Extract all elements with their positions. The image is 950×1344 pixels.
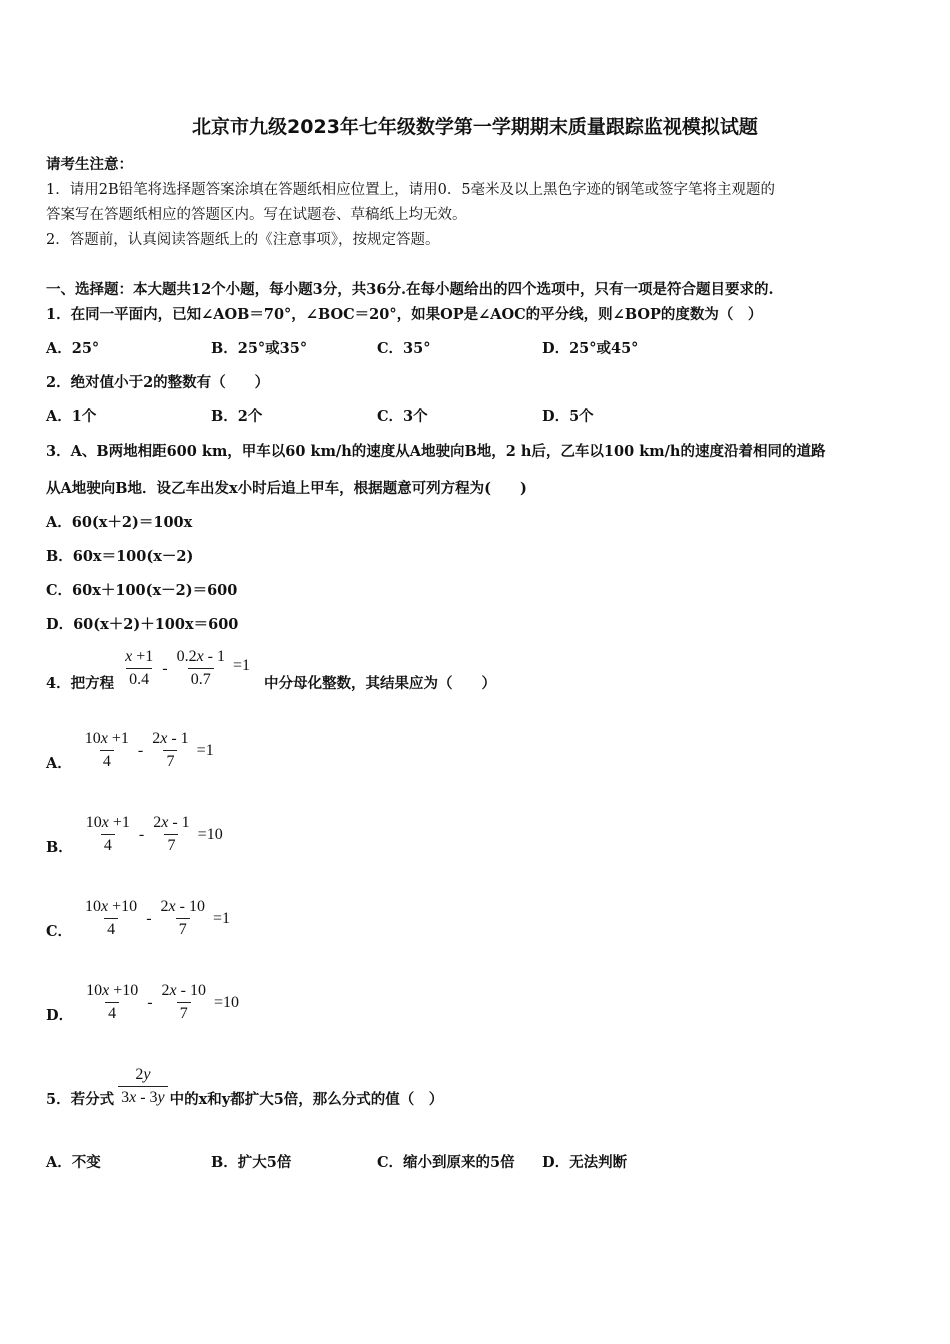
- q4-equation: $\frac{x +1}{0.4}$ - $\frac{0.2x - 1}{0.7}$ =1: [120, 646, 250, 691]
- notice-line-2: 2．答题前，认真阅读答题纸上的《注意事项》，按规定答题。: [46, 232, 440, 248]
- q3-option-b[interactable]: B．60x＝100(x－2): [46, 548, 194, 565]
- q5-prefix: 5．若分式: [46, 1091, 115, 1108]
- q5-option-b[interactable]: B．扩大5倍: [211, 1154, 292, 1171]
- q5-suffix: 中的x和y都扩大5倍，那么分式的值（ ）: [169, 1091, 444, 1108]
- q2-option-c[interactable]: C．3个: [377, 408, 428, 425]
- q3-option-d[interactable]: D．60(x＋2)＋100x＝600: [46, 616, 239, 633]
- q4-fraction-2: $\frac{0.2x - 1}{0.7}$: [174, 646, 228, 691]
- q1-option-c[interactable]: C．35°: [377, 340, 431, 357]
- q5-fraction: $\frac{2y}{3x - 3y}$: [116, 1064, 170, 1109]
- q5-option-d[interactable]: D．无法判断: [542, 1154, 628, 1171]
- q4-option-a[interactable]: A． $\frac{10x +1}{4}$ - $\frac{2x - 1}{7}$ =1: [46, 730, 214, 772]
- q1-option-b[interactable]: B．25°或35°: [211, 340, 308, 357]
- q2-option-a[interactable]: A．1个: [46, 408, 97, 425]
- question-1-stem: 1．在同一平面内，已知∠AOB＝70°，∠BOC＝20°，如果OP是∠AOC的平分线，则∠BOP的度数为（ ）: [46, 306, 763, 323]
- q4-option-d[interactable]: D． $\frac{10x +10}{4}$ - $\frac{2x - 10}{7}$ =10: [46, 982, 240, 1024]
- section-heading: 一、选择题：本大题共12个小题，每小题3分，共36分.在每小题给出的四个选项中，只有一项是符合题目要求的.: [46, 281, 774, 298]
- q1-option-a[interactable]: A．25°: [46, 340, 100, 357]
- notice-line-1: 1．请用2B铅笔将选择题答案涂填在答题纸相应位置上，请用0．5毫米及以上黑色字迹的钢笔或签字笔将主观题的: [46, 182, 776, 198]
- q4-suffix: 中分母化整数，其结果应为（ ）: [264, 675, 497, 692]
- q4-option-b[interactable]: B． $\frac{10x +1}{4}$ - $\frac{2x - 1}{7}$ =10: [46, 814, 223, 856]
- page-title: 北京市九级2023年七年级数学第一学期期末质量跟踪监视模拟试题: [192, 116, 758, 138]
- notice-line-1b: 答案写在答题纸相应的答题区内。写在试题卷、草稿纸上均无效。: [46, 207, 467, 223]
- q4-prefix: 4．把方程: [46, 675, 115, 692]
- question-5-stem: [46, 1064, 443, 1109]
- notice-heading: 请考生注意：: [46, 156, 133, 173]
- q3-option-a[interactable]: A．60(x＋2)＝100x: [46, 514, 193, 531]
- question-2-stem: 2．绝对值小于2的整数有（ ）: [46, 374, 270, 391]
- q3-option-c[interactable]: C．60x＋100(x－2)＝600: [46, 582, 238, 599]
- question-3-stem-line2: 从A地驶向B地．设乙车出发x小时后追上甲车，根据题意可列方程为( ): [46, 480, 527, 497]
- q4-option-c[interactable]: C． $\frac{10x +10}{4}$ - $\frac{2x - 10}{7}$ =1: [46, 898, 230, 940]
- q1-option-d[interactable]: D．25°或45°: [542, 340, 639, 357]
- q4-fraction-1: $\frac{x +1}{0.4}$: [122, 646, 156, 691]
- question-3-stem-line1: 3．A、B两地相距600 km，甲车以60 km/h的速度从A地驶向B地，2 h后，乙车以100 km/h的速度沿着相同的道路: [46, 443, 826, 460]
- q5-option-c[interactable]: C．缩小到原来的5倍: [377, 1154, 515, 1171]
- q2-option-b[interactable]: B．2个: [211, 408, 263, 425]
- q2-option-d[interactable]: D．5个: [542, 408, 594, 425]
- question-4-stem: [46, 644, 496, 693]
- q5-option-a[interactable]: A．不变: [46, 1154, 101, 1171]
